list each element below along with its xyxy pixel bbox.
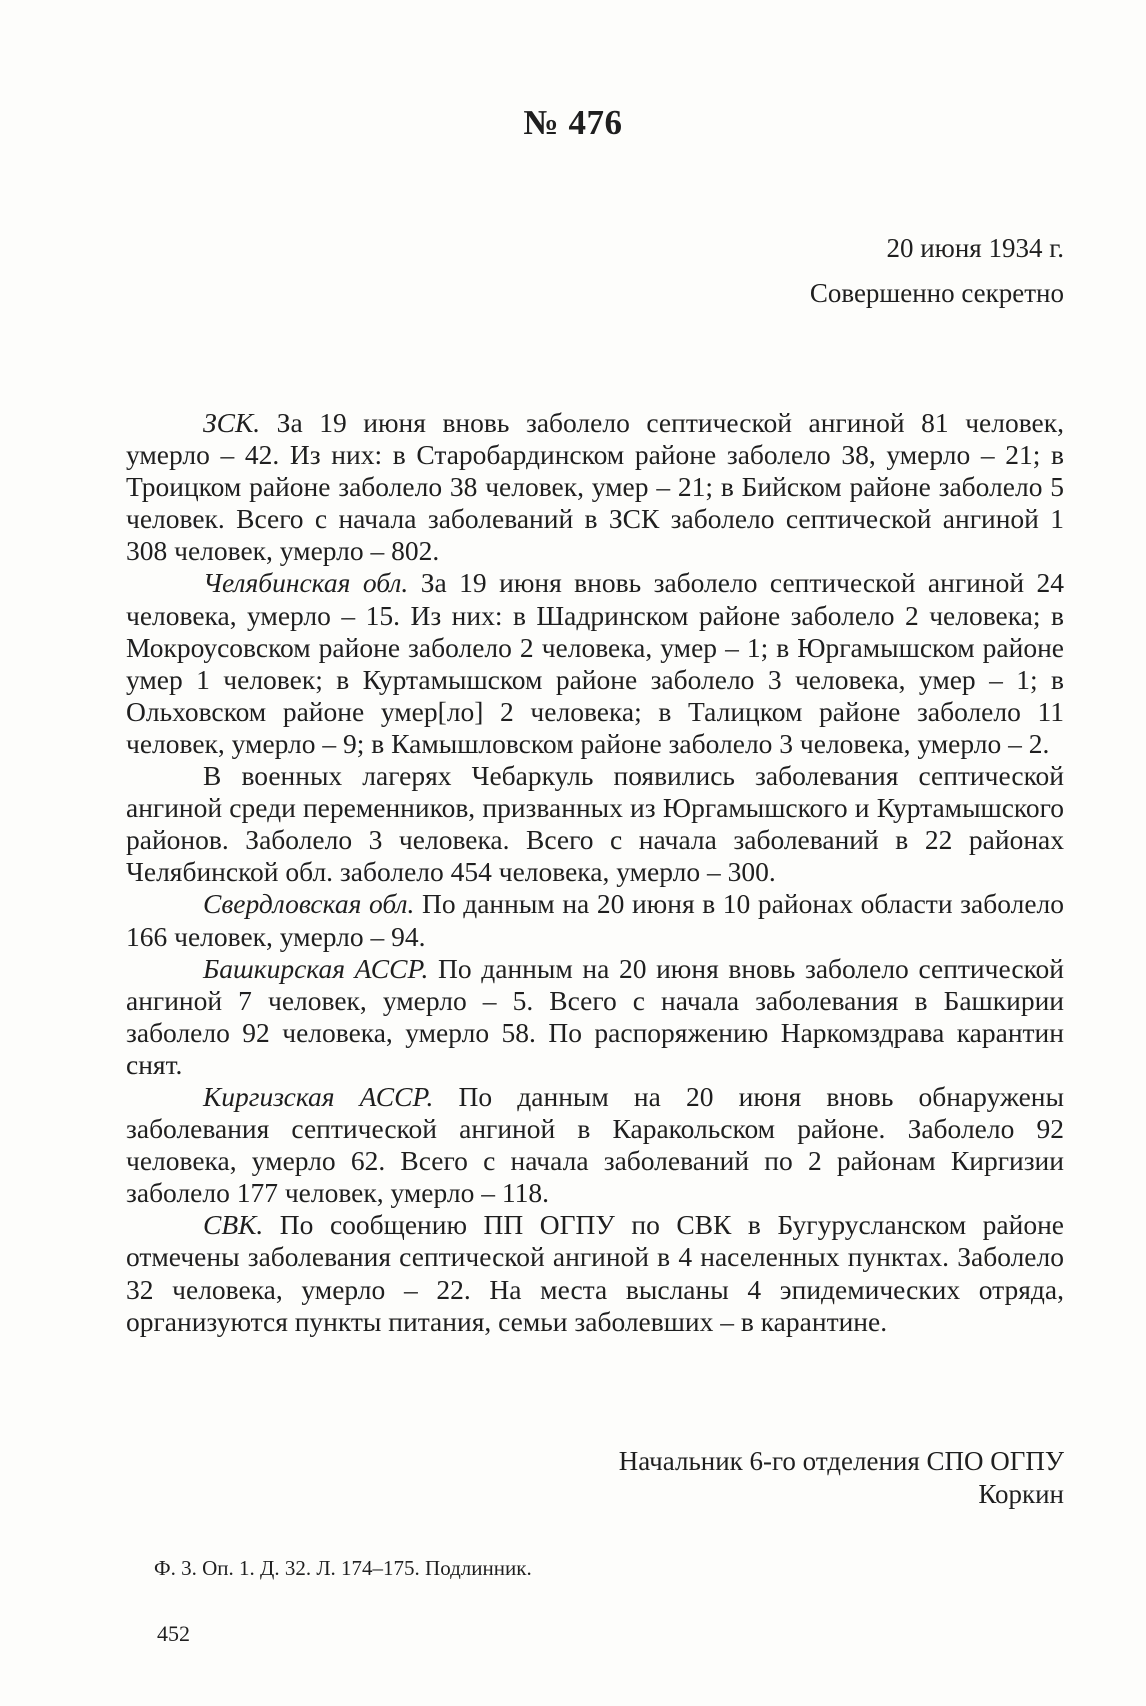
region-name: СВК.	[203, 1209, 264, 1241]
region-name: ЗСК.	[203, 407, 261, 438]
document-body	[126, 407, 1064, 1338]
document-number: № 476	[523, 103, 623, 142]
paragraph-kirgiz	[126, 1081, 1064, 1209]
paragraph-text: В военных лагерях Чебаркуль появились заболевания септической ангиной среди переменников, призванных из Юргамышского и Куртамышского районов. Заболело 3 человека. Всего с начала заболеваний в 22 районах Челябинской обл. заболело 454 человека, умерло – 300.	[126, 760, 1064, 888]
region-name: Башкирская АССР.	[203, 952, 429, 984]
signatory-name: Коркин	[978, 1479, 1064, 1509]
paragraph-text: По данным на 20 июня вновь заболело септической ангиной 7 человек, умерло – 5. Всего с начала заболевания в Башкирии заболело 92 человека, умерло 58. По распоряжению Наркомздрава карантин снят.	[126, 952, 1064, 1080]
paragraph-sverdlovsk	[126, 888, 1064, 952]
region-name: Челябинская обл.	[203, 567, 409, 599]
page-number: 452	[157, 1621, 190, 1646]
paragraph-zsk	[126, 407, 1064, 567]
region-name: Киргизская АССР.	[203, 1080, 434, 1112]
paragraph-bashkir	[126, 953, 1064, 1081]
paragraph-svk	[126, 1209, 1064, 1337]
paragraph-text: За 19 июня вновь заболело септической ангиной 81 человек, умерло – 42. Из них: в Старобардинском районе заболело 38, умерло – 21; в Троицком районе заболело 38 человек, умер – 21; в Бийском районе заболело 5 человек. Всего с начала заболеваний в ЗСК заболело септической ангиной 1 308 человек, умерло – 802.	[126, 407, 1064, 567]
paragraph-text: По данным на 20 июня в 10 районах области заболело 166 человек, умерло – 94.	[126, 888, 1064, 952]
signature-block	[619, 1445, 1064, 1511]
secrecy-stamp: Совершенно секретно	[809, 278, 1064, 308]
paragraph-text: По сообщению ПП ОГПУ по СВК в Бугурусланском районе отмечены заболевания септической ангиной в 4 населенных пунктах. Заболело 32 человека, умерло – 22. На места высланы 4 эпидемических отряда, организуются пункты питания, семьи заболевших – в карантине.	[126, 1209, 1064, 1337]
signatory-position: Начальник 6-го отделения СПО ОГПУ	[618, 1446, 1064, 1476]
paragraph-text: За 19 июня вновь заболело септической ангиной 24 человека, умерло – 15. Из них: в Шадринском районе заболело 2 человека; в Мокроусовском районе заболело 2 человека, умер – 1; в Юргамышском районе умер 1 человек; в Куртамышском районе заболело 3 человека, умер – 1; в Ольховском районе умер[ло] 2 человека; в Талицком районе заболело 11 человек, умерло – 9; в Камышловском районе заболело 3 человека, умерло – 2.	[126, 567, 1064, 759]
paragraph-chebarkul	[126, 760, 1064, 888]
archival-reference: Ф. 3. Оп. 1. Д. 32. Л. 174–175. Подлинник.	[154, 1556, 532, 1580]
document-date: 20 июня 1934 г.	[886, 233, 1064, 263]
region-name: Свердловская обл.	[203, 888, 415, 920]
paragraph-text: По данным на 20 июня вновь обнаружены заболевания септической ангиной в Каракольском районе. Заболело 92 человека, умерло 62. Всего с начала заболеваний по 2 районам Киргизии заболело 177 человек, умерло – 118.	[126, 1080, 1064, 1209]
paragraph-chelyabinsk	[126, 567, 1064, 760]
